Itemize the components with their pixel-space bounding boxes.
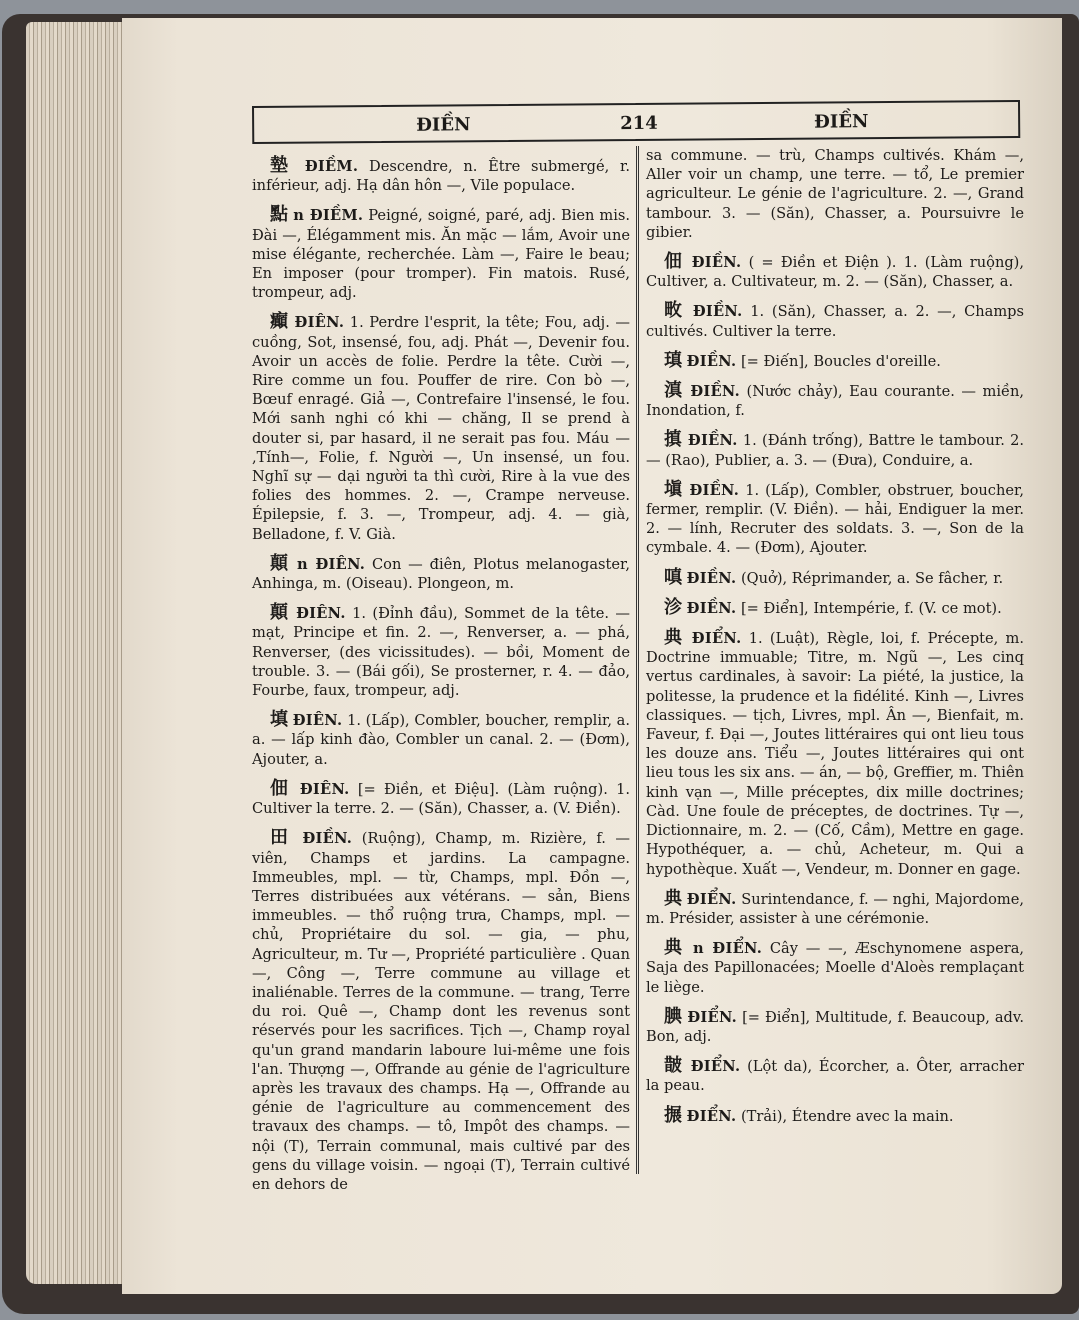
headword: n ĐIÊN. [297, 555, 366, 573]
han-character: 田 [270, 827, 293, 849]
entry [252, 312, 630, 543]
han-character: 畋 [664, 300, 686, 322]
entry [252, 779, 630, 818]
headword: n ĐIỂN. [692, 940, 763, 958]
entry [646, 1007, 1024, 1046]
entry [252, 828, 630, 1194]
entry [252, 554, 630, 593]
han-character: 顛 [270, 602, 290, 624]
headword: ĐIỂN. [686, 1107, 737, 1125]
headword: ĐIỂN. [686, 890, 737, 908]
definition: Cây — —, Æschynomene aspera, Saja des Papillonacées; Moelle d'Aloès remplaçant le liège. [646, 940, 1025, 996]
headword: ĐIỀM. [304, 158, 359, 175]
han-character: 沴 [664, 596, 682, 618]
definition: 1. (Đánh trống), Battre le tambour. 2. — (Rao), Publier, a. 3. — (Đưa), Conduire, a. [646, 432, 1025, 469]
entry [252, 603, 630, 700]
entry [252, 205, 630, 302]
running-header [252, 100, 1020, 144]
entry [646, 381, 1024, 420]
headword: ĐIÊN. [292, 712, 343, 730]
page-number: 214 [620, 112, 658, 135]
entry-continuation [646, 146, 1024, 242]
headword: ĐIỀN. [686, 599, 737, 617]
han-character: 點 [270, 204, 289, 226]
definition: ( = Điền et Điện ). 1. (Làm ruộng), Cultiver, a. Cultivateur, m. 2. — (Săn), Chasser, a. [646, 254, 1025, 291]
headword: ĐIỀN. [692, 303, 743, 321]
definition: Surintendance, f. — nghi, Majordome, m. Présider, assister à une cérémonie. [646, 890, 1025, 927]
entry [646, 1106, 1024, 1126]
han-character: 典 [664, 627, 685, 649]
entry [646, 938, 1024, 997]
entry [646, 598, 1024, 618]
right-column [646, 146, 1024, 1136]
entry [646, 430, 1024, 469]
definition: 1. (Săn), Chasser, a. 2. —, Champs cultivés. Cultiver la terre. [646, 303, 1025, 340]
entry [646, 568, 1024, 588]
page-edges [26, 22, 136, 1284]
headword: ĐIỂN. [690, 1058, 741, 1076]
entry [252, 156, 630, 195]
definition: (Nước chảy), Eau courante. — miền, Inondation, f. [646, 383, 1025, 420]
definition: 1. Perdre l'esprit, la tête; Fou, adj. — cuồng, Sot, insensé, fou, adj. Phát —, Devenir fou. Avoir un accès de folie. Perdre la tête. Cười —, Rire comme un fou. Pouffer de rire. Con bò —, Bœuf enragé. Giả —, Contrefaire l'insensé, le fou. Mới sanh nghi có khi — chăng, Il se prend à douter si, par hasard, il ne serait pas fou. Máu — ,Tính—, Folie, f. Người —, Un insensé, un fou. Nghĩ sự — dại người ta thì cười, Rire à la vue des folies des hommes. 2. —, Crampe nerveuse. Épilepsie, f. 3. —, Trompeur, adj. 4. — già, Belladone, f. V. Già. [252, 314, 630, 543]
header-right-word: ĐIỀN [814, 111, 869, 133]
headword: n ĐIỀM. [293, 207, 364, 225]
han-character: 佃 [664, 251, 685, 273]
han-character: 皵 [664, 1055, 685, 1077]
headword: ĐIỀN. [687, 432, 738, 450]
definition: [= Điền, et Điệu]. (Làm ruộng). 1. Cultiver la terre. 2. — (Săn), Chasser, a. (V. Điền). [252, 780, 631, 818]
headword: ĐIÊN. [294, 314, 345, 332]
definition: (Ruộng), Champ, m. Rizière, f. — viên, Champs et jardins. La campagne. Immeubles, mpl. — từ, Champs, mpl. Đồn —, Terres distribuées aux vétérans. — sản, Biens immeubles. — thổ ruộng trưa, Champs, mpl. — chủ, Propriétaire du sol. — gia, — phu, Agriculteur, m. Tư —, Propriété particulière . Quan —, Công —, Terre commune au village et inaliénable. Terres de la commune. — trang, Terre du roi. Quê —, Champ dont les revenus sont réservés pour les sacrifices. Tịch —, Champ royal qu'un grand mandarin laboure lui-même une fois l'an. Thượng —, Offrande au génie de l'agriculture après les travaux des champs. Hạ —, Offrande au génie de l'agriculture au commencement des travaux des champs. — tô, Impôt des champs. — nội (T), Terrain communal, mais cultivé par des gens du village voisin. — ngoại (T), Terrain cultivé en dehors de [252, 830, 631, 1193]
definition: Peigné, soigné, paré, adj. Bien mis. Đài —, Élégamment mis. Ăn mặc — lắm, Avoir une mise élégante, recherchée. Làm —, Faire le beau; En imposer (pour tromper). Fin matois. Rusé, trompeur, adj. [252, 207, 631, 302]
definition: [= Điển], Multitude, f. Beaucoup, adv. Bon, adj. [646, 1008, 1025, 1045]
entry [646, 301, 1024, 340]
definition: 1. (Lấp), Combler, obstruer, boucher, fermer, remplir. (V. Điền). — hải, Endiguer la mer. 2. — lính, Recruter des soldats. 3. —, Son de la cymbale. 4. — (Đơm), Ajouter. [646, 481, 1025, 557]
headword: ĐIỀN. [691, 254, 742, 272]
entry [646, 1056, 1024, 1095]
left-column [252, 156, 630, 1204]
headword: ĐIỂN. [687, 1008, 738, 1026]
header-left-word: ĐIỀN [416, 114, 471, 136]
han-character: 塡 [664, 478, 684, 500]
definition: [= Điển], Intempérie, f. (V. ce mot). [740, 599, 1002, 617]
han-character: 佃 [270, 777, 292, 799]
entry [646, 628, 1024, 879]
definition: (Quở), Réprimander, a. Se fâcher, r. [740, 569, 1004, 587]
han-character: 顛 [270, 552, 291, 574]
han-character: 填 [270, 709, 289, 731]
han-character: 典 [664, 937, 686, 959]
han-character: 滇 [664, 380, 684, 402]
definition: (Trải), Étendre avec la main. [740, 1107, 954, 1125]
definition: Descendre, n. Être submergé, r. inférieur, adj. Hạ dân hôn —, Vile populace. [252, 158, 631, 195]
han-character: 瑱 [664, 349, 682, 371]
han-character: 嗔 [664, 566, 682, 588]
definition: 1. (Luật), Règle, loi, f. Précepte, m. Doctrine immuable; Titre, m. Ngũ —, Les cinq vertus cardinales, à savoir: La piété, la justice, la politesse, la prudence et la fidélité. Kinh —, Livres classiques. — tịch, Livres, mpl. Ân —, Bienfait, m. Faveur, f. Đại —, Joutes littéraires qui ont lieu tous les douze ans. Tiểu —, Joutes littéraires qui ont lieu tous les six ans. — án, — bộ, Greffier, m. Thiên kinh vạn —, Mille préceptes, dix mille doctrines; Càd. Une foule de préceptes, de doctrines. Tự —, Dictionnaire, m. 2. — (Cố, Cầm), Mettre en gage. Hypothéquer, a. — chủ, Acheteur, m. Qui a hypothèque. Xuất —, Vendeur, m. Donner en gage. [646, 630, 1024, 878]
entry [252, 710, 630, 769]
headword: ĐIỀN. [302, 830, 353, 848]
han-character: 搷 [664, 429, 683, 451]
headword: ĐIỀN. [686, 569, 737, 587]
headword: ĐIÊN. [299, 780, 350, 798]
headword: ĐIỀN. [686, 352, 737, 370]
definition: 1. (Đỉnh đầu), Sommet de la tête. — mạt, Principe et fin. 2. —, Renverser, a. — phá, Renverser, (des vicissitudes). — bồi, Moment de trouble. 3. — (Bái gối), Se prosterner, r. 4. — đảo, Fourbe, faux, trompeur, adj. [252, 605, 631, 700]
definition: [= Điến], Boucles d'oreille. [740, 352, 941, 370]
entry [646, 889, 1024, 928]
definition: (Lột da), Écorcher, a. Ôter, arracher la peau. [646, 1058, 1024, 1095]
entry [646, 351, 1024, 371]
definition: 1. (Lấp), Combler, boucher, remplir, a. a. — lấp kinh đào, Combler un canal. 2. — (Đơm), Ajouter, a. [252, 712, 631, 768]
han-character: 搌 [664, 1104, 682, 1126]
han-character: 典 [664, 887, 683, 909]
definition: sa commune. — trù, Champs cultivés. Khám —, Aller voir un champ, une terre. — tổ, Le premier agriculteur. Le génie de l'agriculture. 2. —, Grand tambour. 3. — (Săn), Chasser, a. Poursuivre le gibier. [646, 147, 1024, 241]
entry [646, 480, 1024, 558]
headword: ĐIỀN. [689, 481, 740, 499]
entry [646, 252, 1024, 291]
headword: ĐIỀN. [690, 383, 741, 401]
headword: ĐIỂN. [691, 630, 742, 648]
han-character: 腆 [664, 1005, 683, 1027]
definition: Con — điên, Plotus melanogaster, Anhinga, m. (Oiseau). Plongeon, m. [252, 555, 631, 593]
column-divider [636, 146, 639, 1174]
han-character: 墊 [270, 155, 295, 176]
headword: ĐIÊN. [296, 605, 346, 623]
han-character: 癲 [270, 311, 289, 333]
